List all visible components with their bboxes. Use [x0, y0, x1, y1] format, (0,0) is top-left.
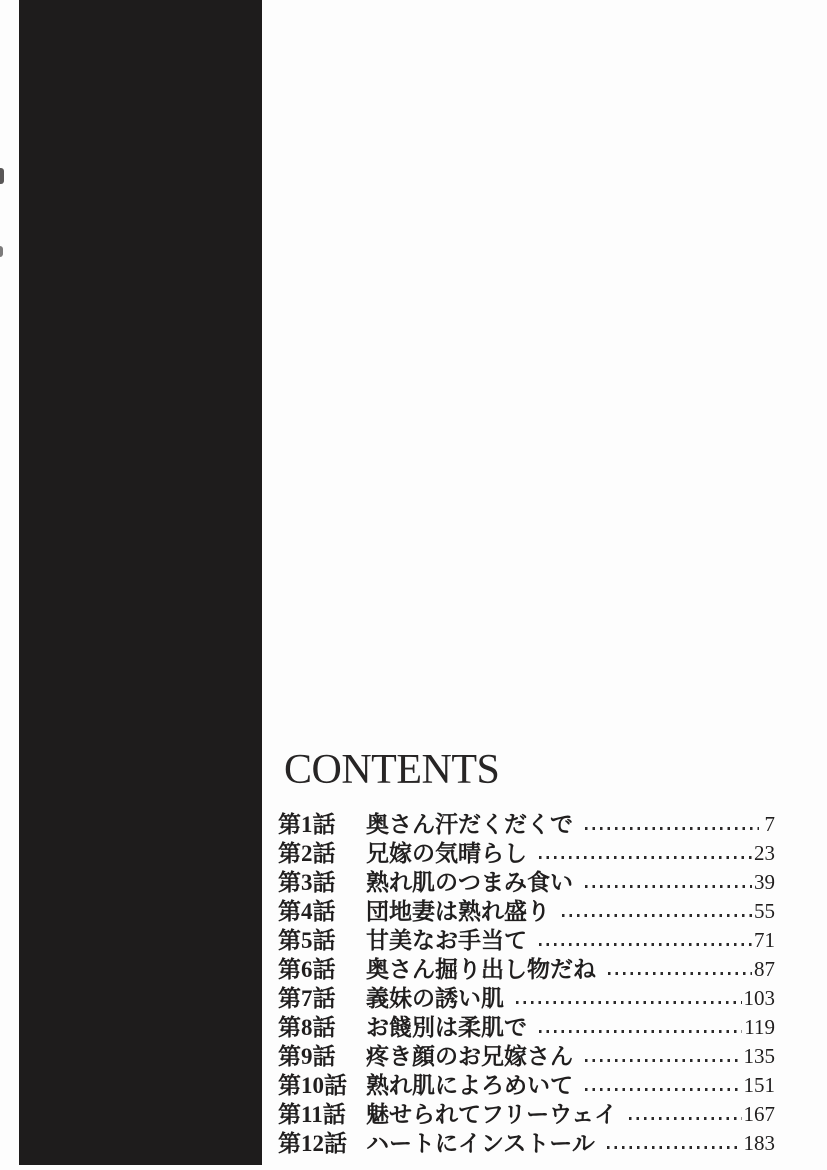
chapter-label: 第11話: [278, 1102, 346, 1127]
dot-leader: [608, 972, 752, 975]
page-number: 71: [754, 928, 775, 952]
chapter-label: 第1話: [278, 812, 336, 837]
page-number: 55: [754, 899, 775, 923]
spine-black-bar: [19, 0, 262, 1165]
chapter-label: 第9話: [278, 1044, 336, 1069]
toc-list: [278, 810, 775, 1158]
dot-leader: [562, 914, 752, 917]
toc-entry: [278, 839, 775, 868]
dot-leader: [629, 1117, 741, 1120]
dot-leader: [539, 1030, 742, 1033]
dot-leader: [516, 1001, 742, 1004]
chapter-title: 団地妻は熟れ盛り: [366, 899, 550, 924]
page-number: 103: [743, 986, 775, 1010]
chapter-title: 熟れ肌によろめいて: [366, 1073, 573, 1098]
page-number: 167: [743, 1102, 775, 1126]
toc-entry: [278, 810, 775, 839]
toc-entry: [278, 1100, 775, 1129]
toc-entry: [278, 984, 775, 1013]
contents-heading: CONTENTS: [284, 747, 500, 793]
dot-leader: [585, 1088, 742, 1091]
page-number: 135: [743, 1044, 775, 1068]
page-number: 151: [743, 1073, 775, 1097]
chapter-title: お餞別は柔肌で: [366, 1015, 527, 1040]
toc-entry: [278, 1129, 775, 1158]
chapter-label: 第4話: [278, 899, 336, 924]
page-number: 183: [743, 1131, 775, 1155]
toc-entry: [278, 1071, 775, 1100]
dot-leader: [539, 943, 752, 946]
page-number: 23: [754, 841, 775, 865]
chapter-label: 第5話: [278, 928, 336, 953]
toc-entry: [278, 897, 775, 926]
dot-leader: [539, 856, 752, 859]
dot-leader: [585, 885, 752, 888]
page-number: 7: [764, 812, 775, 836]
chapter-label: 第2話: [278, 841, 336, 866]
chapter-title: ハートにインストール: [366, 1131, 595, 1156]
scan-mark: [0, 246, 3, 257]
chapter-title: 甘美なお手当て: [366, 928, 527, 953]
scan-mark: [0, 168, 4, 184]
toc-entry: [278, 1013, 775, 1042]
toc-entry: [278, 926, 775, 955]
dot-leader: [607, 1146, 742, 1149]
chapter-label: 第12話: [278, 1131, 347, 1156]
page-number: 87: [754, 957, 775, 981]
chapter-title: 奥さん掘り出し物だね: [366, 957, 596, 982]
chapter-title: 疼き顔のお兄嫁さん: [366, 1044, 573, 1069]
contents-block: [278, 748, 775, 1158]
chapter-title: 魅せられてフリーウェイ: [366, 1102, 618, 1127]
page-number: 39: [754, 870, 775, 894]
chapter-label: 第8話: [278, 1015, 336, 1040]
chapter-title: 熟れ肌のつまみ食い: [366, 870, 573, 895]
chapter-title: 奥さん汗だくだくで: [366, 812, 573, 837]
dot-leader: [585, 1059, 742, 1062]
chapter-label: 第3話: [278, 870, 336, 895]
chapter-title: 兄嫁の気晴らし: [366, 841, 527, 866]
chapter-label: 第7話: [278, 986, 336, 1011]
chapter-label: 第10話: [278, 1073, 347, 1098]
toc-entry: [278, 955, 775, 984]
toc-entry: [278, 1042, 775, 1071]
dot-leader: [585, 827, 759, 830]
toc-entry: [278, 868, 775, 897]
chapter-label: 第6話: [278, 957, 336, 982]
page-number: 119: [744, 1015, 775, 1039]
chapter-title: 義妹の誘い肌: [366, 986, 504, 1011]
